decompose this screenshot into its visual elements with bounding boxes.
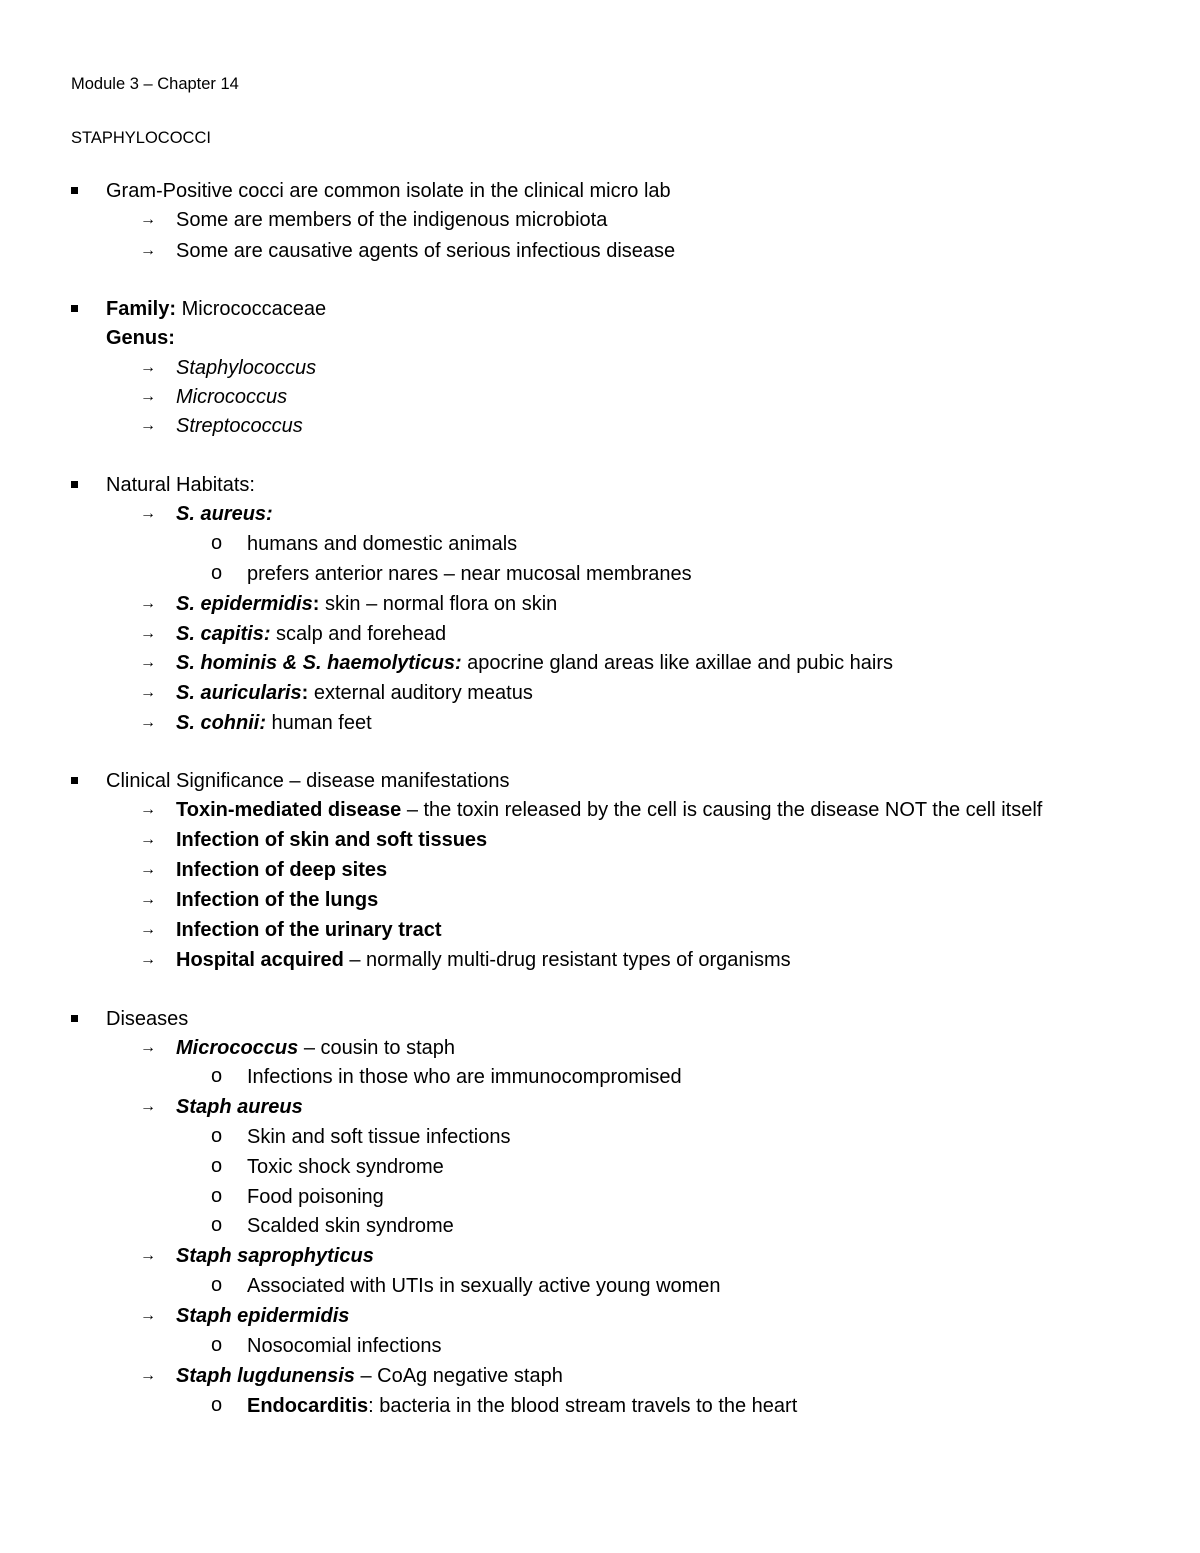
habitat-text: scalp and forehead (270, 623, 447, 645)
square-bullet-icon (71, 1015, 78, 1022)
clinical-term: Infection of deep sites (176, 859, 388, 881)
document-page: Module 3 – Chapter 14 STAPHYLOCOCCI Gram-Positive cocci are common isolate in the clinical micro lab → Some are members of the indigenous microbiota → Some are causative agents of serious infectious disease Family: Micrococcaceae Genus: → Staphylococcus → Micrococcus → Streptococcus Natural Habitats: → S. aureus: o humans and domestic animals o prefers anterior nares – near mucosal membranes → S. epidermidis: skin – normal flora on skin → S. capitis: scalp and forehead → S. hominis & S. haemolyticus: apocrine gland areas like axillae and pubic hairs → S. auricularis: external auditory meatus → S. cohnii: human feet Clinical Significance – disease manifestations → Toxin-mediated disease – the toxin released by the cell is causing the disease NOT the cell itself → Infection of skin and soft tissues → Infection of deep sites → Infection of the lungs → Infection of the urinary tract → Hospital acquired – normally multi-drug resistant types of organisms Diseases → Micrococcus – cousin to staph o Infections in those who are immunocompromised → Staph aureus o Skin and soft tissue infections o Toxic shock syndrome o Food poisoning o Scalded skin syndrome → Staph saprophyticus o Associated with UTIs in sexually active young women → Staph epidermidis o Nosocomial infections → Staph lugdunensis – CoAg negative staph o Endocarditis: bacteria in the blood stream travels to the heart (71, 75, 1043, 1417)
clinical-term: Infection of the urinary tract (176, 919, 442, 941)
disease-subitem: Skin and soft tissue infections (247, 1126, 511, 1148)
diseases-heading: Diseases (106, 1008, 189, 1030)
circle-bullet-icon: o (211, 1185, 223, 1207)
arrow-bullet-icon: → (140, 211, 156, 228)
clinical-term: Hospital acquired (176, 949, 344, 971)
arrow-bullet-icon: → (140, 714, 156, 731)
circle-bullet-icon: o (211, 532, 223, 554)
square-bullet-icon (71, 187, 78, 194)
arrow-bullet-icon: → (140, 921, 156, 938)
habitat-text: skin – normal flora on skin (319, 593, 558, 615)
arrow-bullet-icon: → (140, 505, 156, 522)
disease-subitem: Nosocomial infections (247, 1335, 442, 1357)
arrow-bullet-icon: → (140, 861, 156, 878)
arrow-bullet-icon: → (140, 388, 156, 405)
clinical-term: Toxin-mediated disease (176, 799, 402, 821)
genus-label: Genus: (106, 327, 175, 349)
species-name: S. hominis & S. haemolyticus: (176, 652, 462, 674)
intro-item: Some are members of the indigenous microbiota (176, 209, 608, 231)
circle-bullet-icon: o (211, 1274, 223, 1296)
organism-name: Staph lugdunensis (176, 1365, 355, 1387)
disease-term: Endocarditis (247, 1395, 369, 1417)
species-name: S. epidermidis (176, 593, 313, 615)
clinical-term: Infection of skin and soft tissues (176, 829, 488, 851)
disease-subitem: Scalded skin syndrome (247, 1215, 454, 1237)
intro-item: Some are causative agents of serious infectious disease (176, 240, 676, 262)
intro-heading: Gram-Positive cocci are common isolate in the clinical micro lab (106, 180, 671, 202)
module-heading: Module 3 – Chapter 14 (71, 75, 239, 93)
habitats-heading: Natural Habitats: (106, 474, 255, 496)
arrow-bullet-icon: → (140, 359, 156, 376)
habitat-text: human feet (266, 712, 372, 734)
square-bullet-icon (71, 777, 78, 784)
arrow-bullet-icon: → (140, 417, 156, 434)
disease-subitem: Toxic shock syndrome (247, 1156, 444, 1178)
habitat-text: external auditory meatus (308, 682, 533, 704)
organism-name: Micrococcus (176, 1037, 299, 1059)
disease-subitem: Infections in those who are immunocompromised (247, 1066, 682, 1088)
arrow-bullet-icon: → (140, 1367, 156, 1384)
habitat-subitem: prefers anterior nares – near mucosal membranes (247, 563, 692, 585)
circle-bullet-icon: o (211, 1214, 223, 1236)
family-label: Family: (106, 298, 177, 320)
organism-name: Staph aureus (176, 1096, 303, 1118)
disease-subitem: : bacteria in the blood stream travels to the heart (368, 1395, 798, 1417)
disease-subitem: Associated with UTIs in sexually active young women (247, 1275, 721, 1297)
arrow-bullet-icon: → (140, 654, 156, 671)
arrow-bullet-icon: → (140, 595, 156, 612)
organism-name: Staph saprophyticus (176, 1245, 374, 1267)
arrow-bullet-icon: → (140, 1039, 156, 1056)
arrow-bullet-icon: → (140, 891, 156, 908)
genus-item: Micrococcus (176, 386, 288, 408)
habitat-text: apocrine gland areas like axillae and pubic hairs (461, 652, 894, 674)
disease-subitem: Food poisoning (247, 1186, 384, 1208)
circle-bullet-icon: o (211, 1125, 223, 1147)
topic-heading: STAPHYLOCOCCI (71, 129, 211, 147)
circle-bullet-icon: o (211, 1155, 223, 1177)
circle-bullet-icon: o (211, 562, 223, 584)
arrow-bullet-icon: → (140, 801, 156, 818)
arrow-bullet-icon: → (140, 242, 156, 259)
arrow-bullet-icon: → (140, 1098, 156, 1115)
species-name: S. aureus: (176, 503, 273, 525)
family-line (106, 296, 326, 322)
arrow-bullet-icon: → (140, 684, 156, 701)
clinical-heading: Clinical Significance – disease manifestations (106, 770, 510, 792)
square-bullet-icon (71, 481, 78, 488)
arrow-bullet-icon: → (140, 951, 156, 968)
arrow-bullet-icon: → (140, 831, 156, 848)
species-name: S. auricularis (176, 682, 302, 704)
arrow-bullet-icon: → (140, 625, 156, 642)
circle-bullet-icon: o (211, 1065, 223, 1087)
circle-bullet-icon: o (211, 1334, 223, 1356)
arrow-bullet-icon: → (140, 1247, 156, 1264)
circle-bullet-icon: o (211, 1394, 223, 1416)
species-name: S. cohnii: (176, 712, 266, 734)
family-value: Micrococcaceae (176, 298, 327, 320)
genus-item: Streptococcus (176, 415, 303, 437)
square-bullet-icon (71, 305, 78, 312)
species-name: S. capitis: (176, 623, 271, 645)
clinical-term: Infection of the lungs (176, 889, 379, 911)
organism-name: Staph epidermidis (176, 1305, 350, 1327)
arrow-bullet-icon: → (140, 1307, 156, 1324)
genus-item: Staphylococcus (176, 357, 317, 379)
habitat-subitem: humans and domestic animals (247, 533, 518, 555)
